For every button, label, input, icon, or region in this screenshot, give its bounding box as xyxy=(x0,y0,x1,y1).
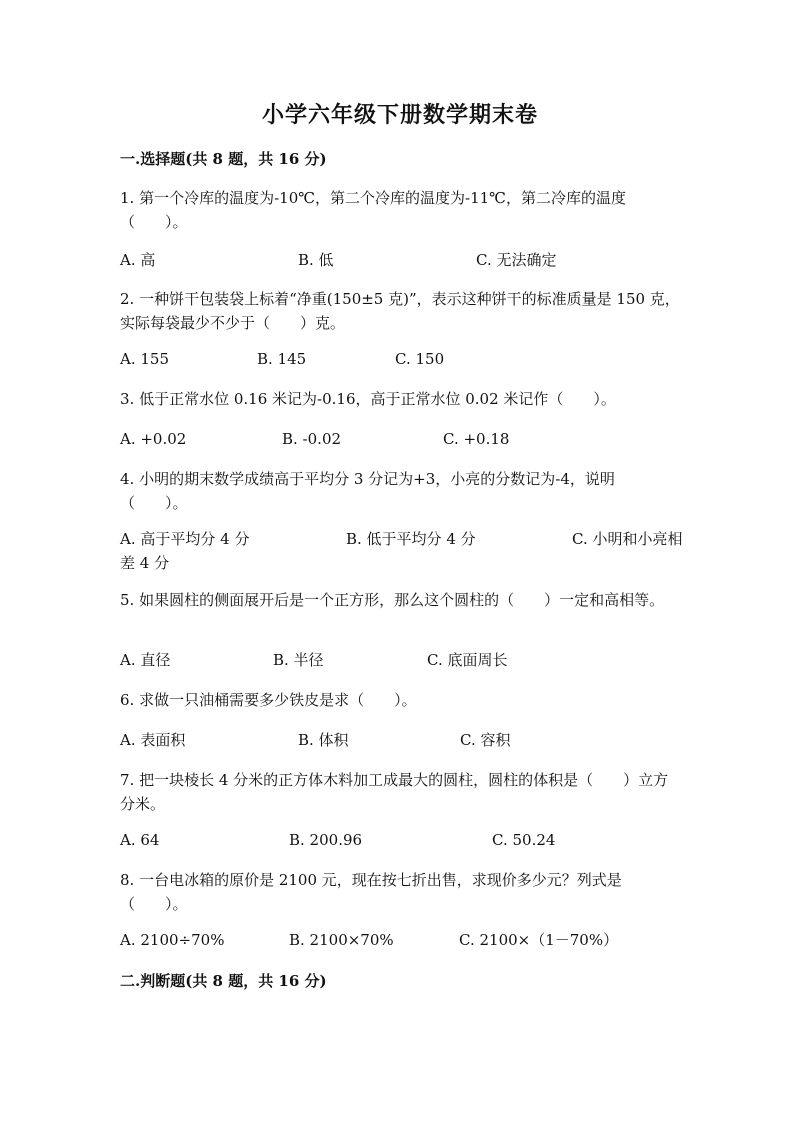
option-5b: B. 半径 xyxy=(273,651,324,669)
page-title: 小学六年级下册数学期末卷 xyxy=(261,102,538,128)
option-6b: B. 体积 xyxy=(298,731,349,749)
option-1a: A. 高 xyxy=(120,251,156,269)
section-heading-choice: 一.选择题(共 8 题，共 16 分) xyxy=(120,150,327,168)
option-3b: B. -0.02 xyxy=(282,430,342,448)
question-8: 8. 一台电冰箱的原价是 2100 元，现在按七折出售，求现价多少元？列式是（ ）。 xyxy=(120,871,622,913)
question-5: 5. 如果圆柱的侧面展开后是一个正方形，那么这个圆柱的（ ）一定和高相等。 xyxy=(120,591,665,609)
option-4c: C. 小明和小亮相差 4 分 xyxy=(120,530,683,572)
option-7b: B. 200.96 xyxy=(289,831,363,849)
question-1: 1. 第一个冷库的温度为-10℃，第二个冷库的温度为-11℃，第二冷库的温度（ ）。 xyxy=(120,189,626,231)
option-4b: B. 低于平均分 4 分 xyxy=(346,530,476,548)
option-6c: C. 容积 xyxy=(460,731,511,749)
option-1c: C. 无法确定 xyxy=(476,251,557,269)
options-4 xyxy=(120,527,690,575)
question-2: 2. 一种饼干包装袋上标着“净重(150±5 克)”，表示这种饼干的标准质量是 150 克，实际每袋最少不少于（ ）克。 xyxy=(120,290,680,332)
option-7a: A. 64 xyxy=(120,831,160,849)
option-1b: B. 低 xyxy=(298,251,334,269)
option-8a: A. 2100÷70% xyxy=(120,931,225,949)
option-8c: C. 2100×（1－70%） xyxy=(459,931,619,949)
question-4: 4. 小明的期末数学成绩高于平均分 3 分记为+3，小亮的分数记为-4，说明（ ）。 xyxy=(120,470,615,512)
question-7: 7. 把一块棱长 4 分米的正方体木料加工成最大的圆柱，圆柱的体积是（ ）立方分米。 xyxy=(120,771,669,813)
question-3: 3. 低于正常水位 0.16 米记为-0.16，高于正常水位 0.02 米记作（ ）。 xyxy=(120,390,616,408)
option-6a: A. 表面积 xyxy=(120,731,186,749)
option-5a: A. 直径 xyxy=(120,651,171,669)
option-2b: B. 145 xyxy=(257,350,307,368)
option-3c: C. +0.18 xyxy=(443,430,510,448)
option-4a: A. 高于平均分 4 分 xyxy=(120,530,250,548)
option-2c: C. 150 xyxy=(395,350,445,368)
option-8b: B. 2100×70% xyxy=(289,931,394,949)
section-heading-judgement: 二.判断题(共 8 题，共 16 分) xyxy=(120,972,327,990)
option-2a: A. 155 xyxy=(120,350,169,368)
option-5c: C. 底面周长 xyxy=(427,651,508,669)
option-7c: C. 50.24 xyxy=(492,831,556,849)
option-3a: A. +0.02 xyxy=(120,430,187,448)
question-6: 6. 求做一只油桶需要多少铁皮是求（ ）。 xyxy=(120,691,417,709)
